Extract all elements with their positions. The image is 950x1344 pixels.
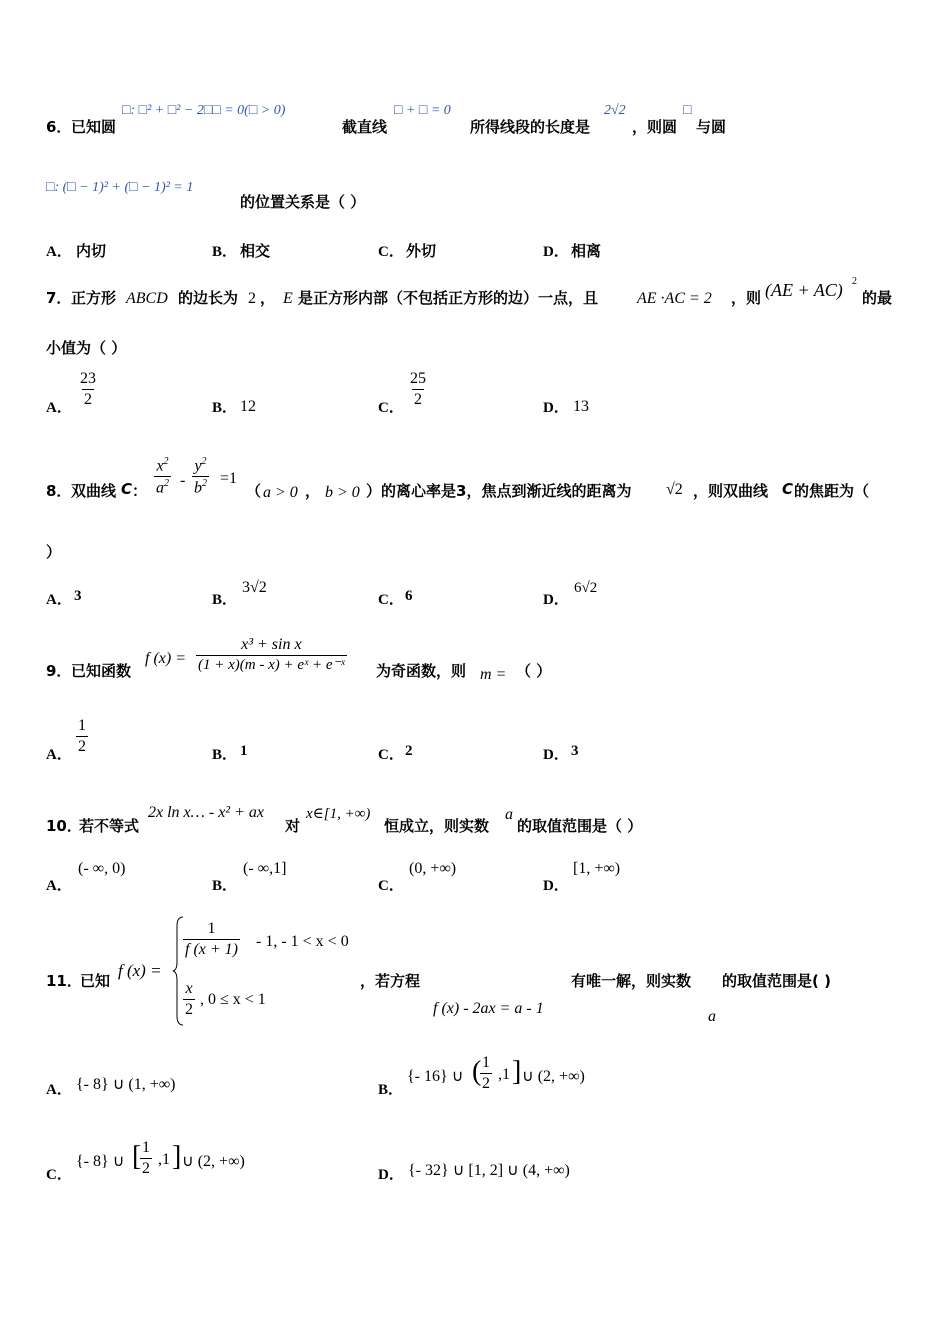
q8-option-b-letter: B． (212, 592, 238, 608)
q7-option-a-letter: A． (46, 400, 72, 416)
q6-option-c: 外切 (406, 242, 437, 260)
q6-text-5: 与圆 (696, 118, 727, 136)
q10-text-3: 恒成立，则实数 (384, 817, 490, 835)
q6-text-4: ，则圆 (632, 118, 678, 136)
q11-option-c-part3: ∪ (2, +∞) (182, 1153, 245, 1170)
q9-m: m = (480, 666, 507, 683)
q6-text-1: 已知圆 (71, 118, 117, 136)
q7-option-c-num: 25 (410, 370, 426, 387)
q8-open: （ (246, 482, 262, 500)
q8-comma: ， (305, 482, 321, 500)
q9-text-1: 已知函数 (71, 662, 132, 680)
q8-y: y (194, 457, 202, 475)
q7-option-b-letter: B． (212, 400, 238, 416)
q8-option-c: 6 (405, 588, 413, 604)
q8-option-c-letter: C． (378, 592, 404, 608)
q8-fraction-y (192, 456, 209, 497)
q8-option-d: 6√2 (574, 580, 598, 596)
q8-text-1: 双曲线 (71, 482, 117, 500)
q8-option-a: 3 (74, 588, 82, 604)
q6-text-6: 的位置关系是（ ） (240, 193, 366, 211)
q9-option-d-letter: D． (543, 747, 569, 763)
q11-option-c-fraction (140, 1139, 152, 1177)
q11-option-b-letter: B． (378, 1082, 404, 1098)
q6-option-c-letter: C． (378, 244, 404, 260)
q8-distance: √2 (666, 481, 683, 498)
q11-option-a-letter: A． (46, 1082, 72, 1098)
q6-option-b: 相交 (240, 242, 271, 260)
q7-text-2: 的边长为 (178, 289, 239, 307)
q6-text-2: 截直线 (342, 118, 388, 136)
q9-option-a-den: 2 (78, 737, 86, 755)
q11-option-c-rbracket: ] (172, 1141, 182, 1172)
q9-option-c: 2 (405, 743, 413, 759)
q10-text-2: 对 (285, 817, 301, 835)
q11-option-b-rbracket: ] (512, 1056, 522, 1087)
q8-fraction-x (154, 456, 171, 497)
q10-option-a: (- ∞, 0) (78, 860, 126, 877)
q11-text-4: 的取值范围是( ) (722, 972, 831, 990)
q8-text-2: ）的离心率是3，焦点到渐近线的距离为 (366, 482, 632, 500)
q11-equation: f (x) - 2ax = a - 1 (433, 1000, 544, 1017)
q7-number: 7． (46, 289, 72, 307)
q11-text-1: 已知 (80, 972, 111, 990)
q10-text-4: 的取值范围是（ ） (517, 817, 643, 835)
q7-option-a-den: 2 (84, 390, 92, 408)
q7-option-c-letter: C． (378, 400, 404, 416)
q10-option-b-letter: B． (212, 878, 238, 894)
q8-c: C (121, 480, 133, 498)
q6-option-d-letter: D． (543, 244, 569, 260)
q11-case2-rest: , 0 ≤ x < 1 (200, 991, 266, 1008)
q6-line: □ + □ = 0 (394, 103, 451, 118)
q11-fx: f (x) = (118, 961, 162, 980)
q10-option-d-letter: D． (543, 878, 569, 894)
q9-option-a-num: 1 (78, 717, 86, 734)
q11-case1-fraction (183, 920, 240, 958)
q10-domain: x∈[1, +∞) (306, 806, 371, 822)
q11-option-c-part1: {- 8} ∪ (76, 1153, 125, 1170)
q8-b-exp: 2 (202, 477, 207, 489)
q9-text-2: 为奇函数，则 (376, 662, 467, 680)
q10-inequality: 2x ln x… - x² + ax (148, 804, 264, 821)
q11-case1-den: f (x + 1) (185, 940, 238, 958)
q8-a-exp: 2 (164, 477, 169, 489)
q7-two: 2 (248, 290, 256, 307)
q11-option-b-lparen: ( (472, 1056, 482, 1087)
q11-option-b-part3: ∪ (2, +∞) (522, 1068, 585, 1085)
q9-option-d: 3 (571, 743, 579, 759)
q8-number: 8． (46, 482, 72, 500)
q6-option-a: 内切 (76, 242, 107, 260)
q9-denominator: (1 + x)(m - x) + eˣ + e⁻ˣ (198, 656, 345, 673)
q6-text-3: 所得线段的长度是 (470, 118, 591, 136)
q7-text-5: ，则 (731, 289, 762, 307)
q9-number: 9． (46, 662, 72, 680)
q11-option-b-fraction (480, 1054, 492, 1092)
q7-option-c-den: 2 (414, 390, 422, 408)
q11-text-3: 有唯一解，则实数 (571, 972, 692, 990)
q10-option-a-letter: A． (46, 878, 72, 894)
q8-c2: C (782, 480, 794, 498)
q8-y-exp: 2 (201, 456, 207, 467)
q10-option-c-letter: C． (378, 878, 404, 894)
q11-option-c-lbracket: [ (132, 1141, 142, 1172)
q11-option-d-letter: D． (378, 1167, 404, 1183)
q8-x-exp: 2 (163, 456, 169, 467)
q7-option-b: 12 (240, 398, 256, 415)
q8-option-a-letter: A． (46, 592, 72, 608)
q7-text-4: 是正方形内部（不包括正方形的边）一点，且 (298, 289, 599, 307)
q11-option-b-part1: {- 16} ∪ (407, 1068, 464, 1085)
q10-option-d: [1, +∞) (573, 860, 621, 877)
q7-text-6: 的最 (862, 289, 893, 307)
q8-colon: ： (132, 482, 148, 500)
q8-text-3: ，则双曲线 (693, 482, 769, 500)
q8-x: x (156, 457, 164, 475)
q9-fx: f (x) = (145, 650, 186, 667)
q6-circle-m: □: □² + □² − 2□□ = 0(□ > 0) (122, 103, 286, 118)
q8-option-b: 3√2 (242, 579, 267, 596)
q11-option-c-den: 2 (142, 1159, 150, 1177)
q7-option-a-fraction (78, 370, 98, 408)
q9-fraction (196, 636, 347, 673)
q11-option-a: {- 8} ∪ (1, +∞) (76, 1076, 176, 1093)
q6-circle-n: □: (□ − 1)² + (□ − 1)² = 1 (46, 180, 194, 195)
q11-option-c-part2: ,1 (158, 1151, 170, 1168)
q8-option-d-letter: D． (543, 592, 569, 608)
q7-text-3: ， (260, 289, 276, 307)
q10-option-c: (0, +∞) (409, 860, 457, 877)
q7-abcd: ABCD (126, 290, 168, 307)
q6-option-d: 相离 (571, 242, 602, 260)
q10-text-1: 若不等式 (79, 817, 140, 835)
q11-option-b-num: 1 (482, 1054, 490, 1071)
q11-text-2: ，若方程 (360, 972, 421, 990)
q11-case1-rest: - 1, - 1 < x < 0 (256, 933, 349, 950)
q11-option-d: {- 32} ∪ [1, 2] ∪ (4, +∞) (408, 1162, 570, 1179)
q8-text-4: 的焦距为（ (794, 482, 870, 500)
q8-minus: - (180, 472, 186, 489)
q11-case1-num: 1 (207, 920, 216, 937)
q7-square: 2 (852, 276, 857, 287)
q8-a: a (156, 479, 164, 497)
q8-eq1: =1 (220, 470, 238, 487)
q6-option-a-letter: A． (46, 244, 72, 260)
q7-point-e: E (283, 290, 293, 307)
q6-symbol: □ (683, 103, 692, 118)
q7-option-a-num: 23 (80, 370, 96, 387)
q9-option-b-letter: B． (212, 747, 238, 763)
q7-expression: (AE + AC) (765, 280, 843, 300)
q9-numerator: x³ + sin x (241, 636, 302, 653)
q7-option-d: 13 (573, 398, 589, 415)
q8-a-positive: a > 0 (263, 484, 298, 501)
q9-option-b: 1 (240, 743, 248, 759)
q7-option-c-fraction (408, 370, 428, 408)
q9-text-3: （ ） (516, 662, 552, 680)
q11-a: a (708, 1008, 716, 1025)
q10-option-b: (- ∞,1] (243, 860, 287, 877)
q11-option-b-den: 2 (482, 1074, 490, 1092)
q7-text-1: 正方形 (71, 289, 117, 307)
q11-number: 11． (46, 972, 82, 990)
q6-option-b-letter: B． (212, 244, 238, 260)
q7-option-d-letter: D． (543, 400, 569, 416)
q10-a: a (505, 806, 513, 823)
q9-option-c-letter: C． (378, 747, 404, 763)
q6-length: 2√2 (604, 103, 626, 118)
q9-option-a-letter: A． (46, 747, 72, 763)
q11-option-c-num: 1 (142, 1139, 150, 1156)
q8-b: b (194, 479, 202, 497)
q7-condition: AE ·AC = 2 (637, 290, 712, 307)
q11-option-c-letter: C． (46, 1167, 72, 1183)
q11-case2-fraction (183, 980, 195, 1018)
q9-option-a-fraction (76, 717, 88, 755)
q11-case2-den: 2 (185, 1000, 193, 1018)
q6-number: 6． (46, 118, 72, 136)
q8-b-positive: b > 0 (325, 484, 360, 501)
q8-text-5: ） (46, 543, 62, 561)
q11-option-b-part2: ,1 (498, 1066, 510, 1083)
q10-number: 10． (46, 817, 82, 835)
q7-text-7: 小值为（ ） (46, 339, 127, 357)
q11-case2-num: x (185, 980, 193, 997)
